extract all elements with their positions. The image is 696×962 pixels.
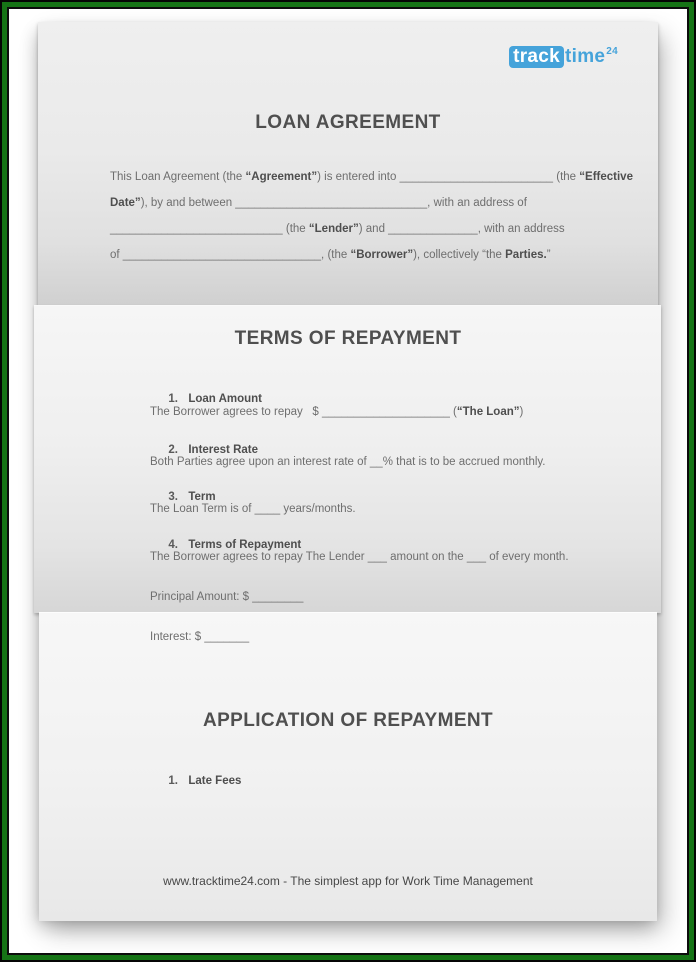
term-item-3-number: 3. xyxy=(168,491,178,503)
term-item-2-body: Both Parties agree upon an interest rate of __% that is to be accrued monthly. xyxy=(150,456,546,468)
green-border xyxy=(2,2,694,960)
intro-line-4: of _______________________________, (the “Borrower”), collectively “the Parties.” xyxy=(110,249,551,261)
footer-tagline: www.tracktime24.com - The simplest app for Work Time Management xyxy=(163,874,533,888)
tracktime24-logo xyxy=(509,46,618,68)
logo-24-superscript: 24 xyxy=(606,46,618,57)
section-title-application-of-repayment: APPLICATION OF REPAYMENT xyxy=(202,710,494,731)
section-title-loan-agreement: LOAN AGREEMENT xyxy=(255,112,441,133)
principal-amount-line: Principal Amount: $ ________ xyxy=(150,591,304,603)
app-item-1-number: 1. xyxy=(168,775,178,787)
intro-paragraph xyxy=(110,164,633,268)
term-item-1-number: 1. xyxy=(168,393,178,405)
term-item-1-label: Loan Amount xyxy=(188,393,263,405)
intro-line-1: This Loan Agreement (the “Agreement”) is entered into ________________________ (the “Effective xyxy=(110,171,633,183)
intro-line-3: ___________________________ (the “Lender”) and ______________, with an address xyxy=(110,223,565,235)
term-item-3-body: The Loan Term is of ____ years/months. xyxy=(150,503,356,515)
term-item-4-number: 4. xyxy=(168,539,178,551)
term-item-1-body: The Borrower agrees to repay $ ____________________ (“The Loan”) xyxy=(150,406,524,418)
interest-line: Interest: $ _______ xyxy=(150,631,250,643)
logo-track-badge: track xyxy=(509,46,564,68)
app-item-1-label: Late Fees xyxy=(188,775,242,787)
term-item-2-number: 2. xyxy=(168,444,178,456)
document-content xyxy=(38,22,658,920)
intro-line-2: Date”), by and between ______________________________, with an address of xyxy=(110,197,527,209)
app-item-1-heading xyxy=(130,763,241,799)
term-item-3-label: Term xyxy=(188,491,216,503)
term-item-4-label: Terms of Repayment xyxy=(188,539,302,551)
logo-time-text: time xyxy=(564,46,606,67)
folded-document-paper xyxy=(38,22,658,920)
term-item-2-label: Interest Rate xyxy=(188,444,259,456)
term-item-4-body: The Borrower agrees to repay The Lender ___ amount on the ___ of every month. xyxy=(150,551,569,563)
inner-frame xyxy=(7,7,689,955)
section-title-terms-of-repayment: TERMS OF REPAYMENT xyxy=(234,328,462,349)
